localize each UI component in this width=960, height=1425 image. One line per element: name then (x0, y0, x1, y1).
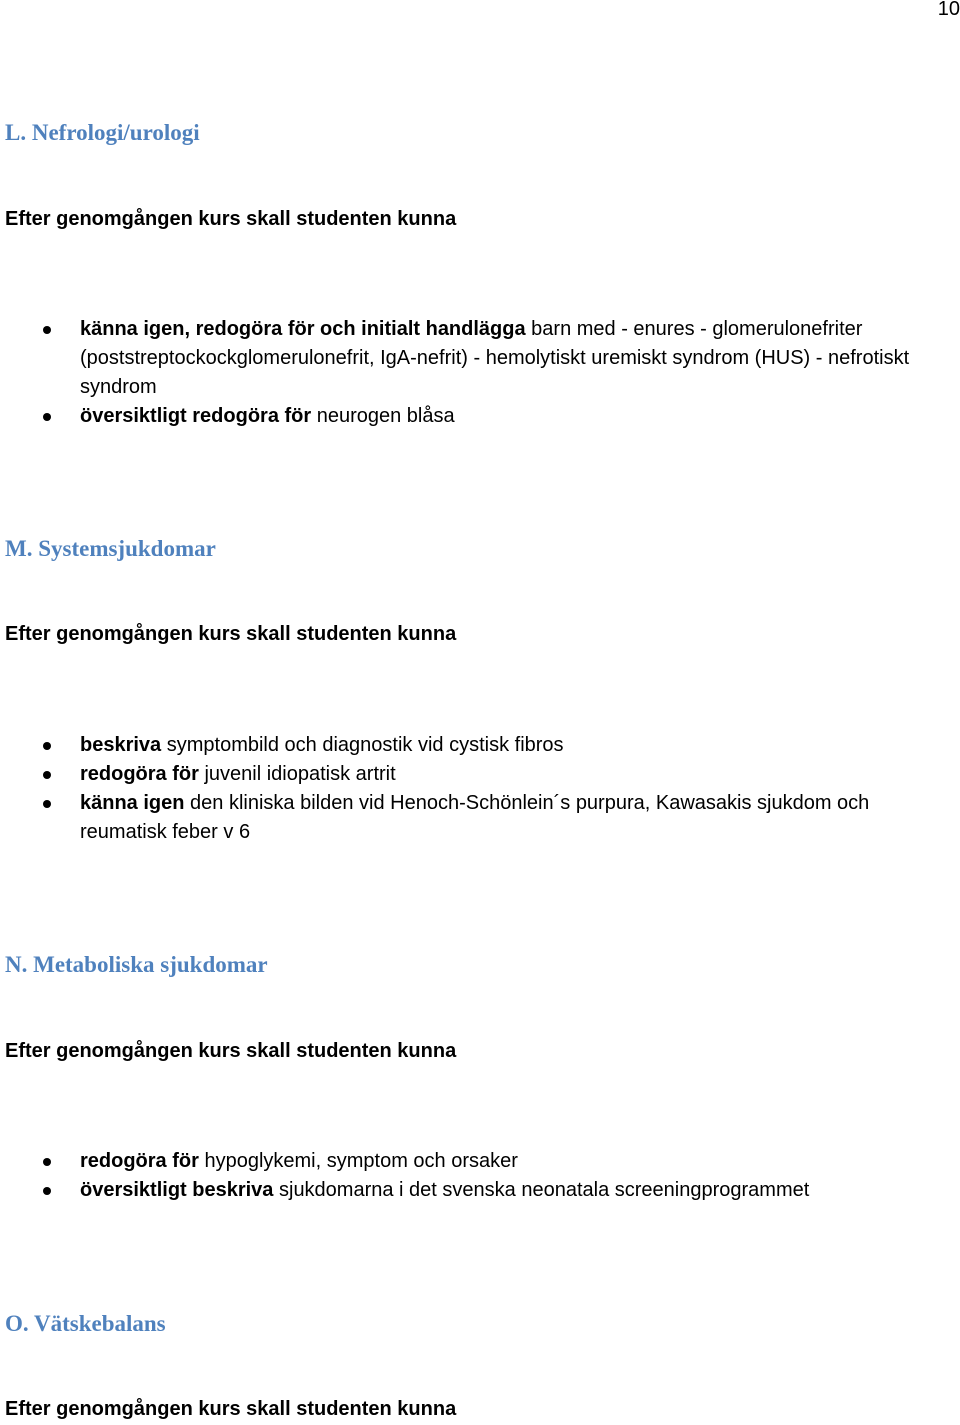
section-intro-vatskebalans: Efter genomgången kurs skall studenten kunna (5, 1398, 457, 1420)
objective-list-systemsjukdomar (0, 731, 920, 847)
list-item (0, 760, 920, 789)
objective-text: symptombild och diagnostik vid cystisk fibros (161, 734, 564, 756)
objective-text: den kliniska bilden vid Henoch-Schönlein´s purpura, Kawasakis sjukdom och reumatisk feber v 6 (80, 792, 870, 843)
objective-verb: redogöra för (80, 1150, 199, 1172)
section-intro-systemsjukdomar: Efter genomgången kurs skall studenten kunna (5, 623, 457, 645)
section-intro-metaboliska: Efter genomgången kurs skall studenten kunna (5, 1040, 457, 1062)
section-title-nefrologi: L. Nefrologi/urologi (5, 120, 200, 145)
objective-verb: översiktligt beskriva (80, 1179, 274, 1201)
objective-text: neurogen blåsa (311, 405, 455, 427)
list-item (0, 1176, 920, 1205)
section-title-systemsjukdomar: M. Systemsjukdomar (5, 536, 216, 561)
list-item (0, 315, 920, 402)
objective-verb: känna igen, redogöra för och initialt handlägga (80, 318, 526, 340)
section-title-vatskebalans: O. Vätskebalans (5, 1311, 166, 1336)
objective-verb: beskriva (80, 734, 162, 756)
objective-list-metaboliska (0, 1147, 920, 1205)
objective-list-nefrologi (0, 315, 920, 431)
section-title-metaboliska: N. Metaboliska sjukdomar (5, 952, 268, 977)
list-item (0, 402, 920, 431)
objective-verb: känna igen (80, 792, 185, 814)
objective-text: hypoglykemi, symptom och orsaker (198, 1150, 518, 1172)
page-number: 10 (937, 0, 960, 20)
list-item (0, 1147, 920, 1176)
section-intro-nefrologi: Efter genomgången kurs skall studenten kunna (5, 208, 457, 230)
objective-text: barn med - enures - glomerulonefriter (poststreptockockglomerulonefrit, IgA-nefrit) - hemolytiskt uremiskt syndrom (HUS) - nefrotiskt syndrom (80, 318, 910, 398)
objective-verb: redogöra för (80, 763, 199, 785)
list-item (0, 789, 920, 847)
objective-text: sjukdomarna i det svenska neonatala screeningprogrammet (273, 1179, 810, 1201)
objective-verb: översiktligt redogöra för (80, 405, 312, 427)
objective-text: juvenil idiopatisk artrit (198, 763, 396, 785)
list-item (0, 731, 920, 760)
